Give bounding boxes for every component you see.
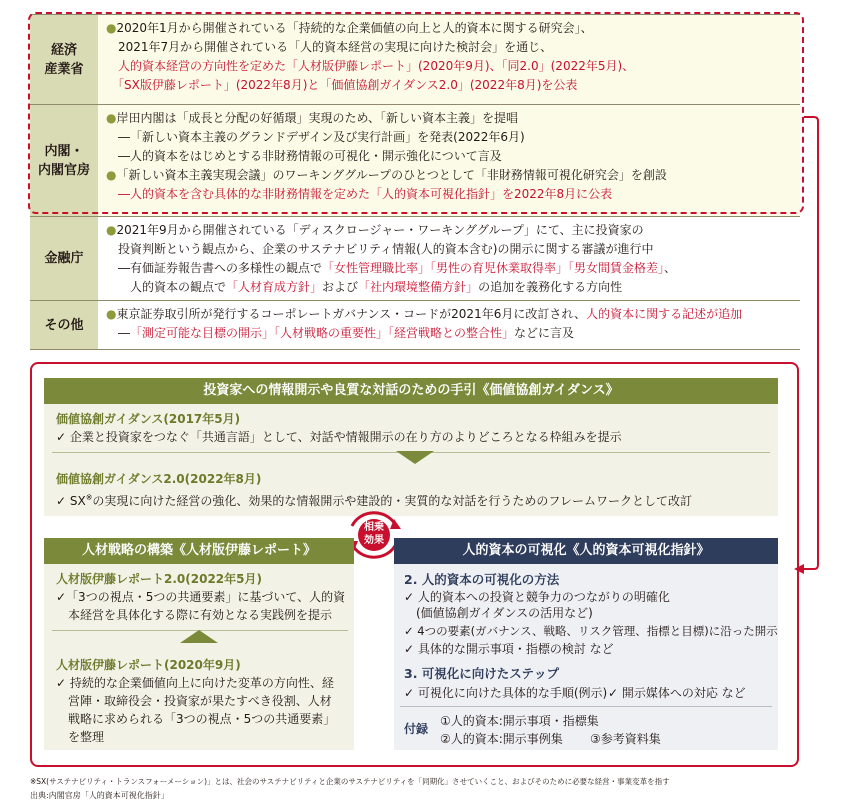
row-fsa — [30, 216, 800, 300]
row-text: ―「新しい資本主義のグランドデザイン及び実行計画」を発表(2022年6月) — [106, 130, 525, 144]
jinzai-v2-line-1: ✓「3つの視点・5つの共通要素」に基づいて、人的資 — [56, 590, 346, 604]
row-text: 岸田内閣は「成長と分配の好循環」実現のため、「新しい資本主義」を提唱 — [116, 111, 519, 125]
synergy-label — [358, 521, 390, 547]
visual-header: 人的資本の可視化《人的資本可視化指針》 — [394, 538, 778, 564]
bullet-icon: ● — [106, 21, 117, 35]
visual-s2-line-3: ✓ 4つの要素(ガバナンス、戦略、リスク管理、指標と目標)に沿った開示 — [404, 624, 778, 638]
row-text: 東京証券取引所が発行するコーポレートガバナンス・コードが2021年6月に改訂され、 — [116, 307, 587, 321]
row-text: ―有価証券報告書への多様性の観点で — [106, 261, 323, 275]
row-text: 「女性管理職比率」「男性の育児休業取得率」「男女間賃金格差」 — [322, 261, 665, 275]
row-text: 「新しい資本主義実現会議」のワーキンググループのひとつとして「非財務情報可視化研究会」を創設 — [116, 168, 667, 182]
jinzai-header: 人材戦略の構築《人材版伊藤レポート》 — [44, 538, 354, 564]
row-line — [106, 278, 792, 297]
highlight-dashed-box — [28, 12, 804, 214]
jinzai-v1-line-3: 戦略に求められる「3つの視点・5つの共通要素」 — [56, 712, 336, 726]
guidance-v2-item-pre: ✓ SX — [56, 494, 86, 508]
visual-s3-title: 3. 可視化に向けたステップ — [404, 666, 560, 681]
synergy-line1: 相乗 — [364, 522, 384, 533]
up-arrow-icon — [180, 630, 218, 644]
appendix-label: 付録 — [404, 722, 429, 736]
footnote-mark: ※ — [85, 493, 93, 502]
visual-s2-title: 2. 人的資本の可視化の方法 — [404, 572, 560, 587]
row-text: 「測定可能な目標の開示」「人材戦略の重要性」「経営戦略との整合性」 — [130, 326, 515, 340]
row-text: ― — [106, 326, 131, 340]
row-text: ―人的資本を含む具体的な非財務情報を定めた「人的資本可視化指針」を2022年8月に公表 — [106, 187, 613, 201]
visual-divider — [400, 706, 772, 707]
footnote: ※SX(サステナビリティ・トランスフォーメーション)」とは、社会のサステナビリティと企業のサステナビリティを「同期化」させていくこと、およびそのために必要な経営・事業変革を指す — [30, 777, 670, 786]
guidance-v2-item — [56, 488, 692, 511]
row-text: 「人材育成方針」 — [226, 280, 323, 294]
source-note: 出典:内閣官房「人的資本可視化指針」 — [30, 791, 169, 800]
row-other — [30, 300, 800, 350]
row-text: および — [322, 280, 359, 294]
row-text: 2021年9月から開催されている「ディスクロージャー・ワーキンググループ」にて、主に投資家の — [116, 223, 644, 237]
visual-s3-line-b: ✓ 開示媒体への対応 など — [608, 686, 746, 700]
jinzai-v2-title: 人材版伊藤レポート2.0(2022年5月) — [56, 572, 262, 586]
row-text: などに言及 — [514, 326, 575, 340]
row-text: 、 — [664, 261, 677, 275]
row-line — [106, 240, 792, 259]
row-label-cabinet: 内閣・ 内閣官房 — [30, 105, 98, 216]
visual-s2-line-1: ✓ 人的資本への投資と競争力のつながりの明確化 — [404, 590, 670, 604]
visual-s2-line-4: ✓ 具体的な開示事項・指標の検討 など — [404, 642, 614, 656]
row-text: 「SX版伊藤レポート」(2022年8月)と「価値協創ガイダンス2.0」(2022年8月)を公表 — [106, 78, 578, 92]
row-body-other — [98, 301, 800, 349]
bullet-icon: ● — [106, 223, 117, 237]
row-text: 人的資本に関する記述が追加 — [586, 307, 743, 321]
row-line — [106, 324, 792, 343]
jinzai-v1-line-1: ✓ 持続的な企業価値向上に向けた変革の方向性、経 — [56, 676, 334, 690]
guidance-v1-item: ✓ 企業と投資家をつなぐ「共通言語」として、対話や情報開示の在り方のよりどころとなる枠組みを提示 — [56, 430, 622, 444]
row-text: の追加を義務化する方向性 — [478, 280, 623, 294]
appendix-line-1: ①人的資本:開示事項・指標集 — [440, 714, 599, 728]
row-label-fsa: 金融庁 — [30, 217, 98, 300]
row-line — [106, 305, 792, 324]
row-line — [106, 259, 792, 278]
guidance-v2-item-post: の実現に向けた経営の強化、効果的な情報開示や建設的・実質的な対話を行うためのフレームワークとして改訂 — [92, 494, 692, 508]
row-line — [106, 221, 792, 240]
appendix-line-2a: ②人的資本:開示事例集 — [440, 732, 563, 746]
guidance-v2-title: 価値協創ガイダンス2.0(2022年8月) — [56, 472, 262, 486]
visual-s3-line-a: ✓ 可視化に向けた具体的な手順(例示) — [404, 686, 608, 700]
guidance-header: 投資家への情報開示や良質な対話のための手引《価値協創ガイダンス》 — [44, 378, 778, 404]
synergy-line2: 効果 — [364, 535, 384, 546]
row-text: 2020年1月から開催されている「持続的な企業価値の向上と人的資本に関する研究会」、 — [116, 21, 593, 35]
row-text: 2021年7月から開催されている「人的資本経営の実現に向けた検討会」を通じ、 — [106, 40, 553, 54]
down-arrow-icon — [396, 451, 434, 465]
row-text: 人的資本の観点で — [106, 280, 227, 294]
jinzai-v1-title: 人材版伊藤レポート(2020年9月) — [56, 658, 241, 672]
row-text: 人的資本経営の方向性を定めた「人材版伊藤レポート」(2020年9月)、「同2.0」(2022年5月)、 — [106, 59, 635, 73]
row-text: 「社内環境整備方針」 — [358, 280, 479, 294]
row-body-fsa — [98, 217, 800, 300]
jinzai-v1-line-4: を整理 — [56, 730, 105, 744]
appendix-line-2b: ③参考資料集 — [590, 732, 661, 746]
row-label-other: その他 — [30, 301, 98, 349]
guidance-v1-title: 価値協創ガイダンス(2017年5月) — [56, 412, 241, 426]
jinzai-v1-line-2: 営陣・取締役会・投資家が果たすべき役割、人材 — [56, 694, 332, 708]
bullet-icon: ● — [106, 168, 117, 182]
jinzai-v2-line-2: 本経営を具体化する際に有効となる実践例を提示 — [56, 608, 333, 622]
row-label-meti: 経済 産業省 — [30, 15, 98, 104]
row-text: 投資判断という観点から、企業のサステナビリティ情報(人的資本含む)の開示に関する審議が進行中 — [106, 242, 654, 256]
bullet-icon: ● — [106, 307, 117, 321]
bullet-icon: ● — [106, 111, 117, 125]
row-text: ―人的資本をはじめとする非財務情報の可視化・開示強化について言及 — [106, 149, 502, 163]
visual-s2-line-2: (価値協創ガイダンスの活用など) — [404, 606, 593, 620]
